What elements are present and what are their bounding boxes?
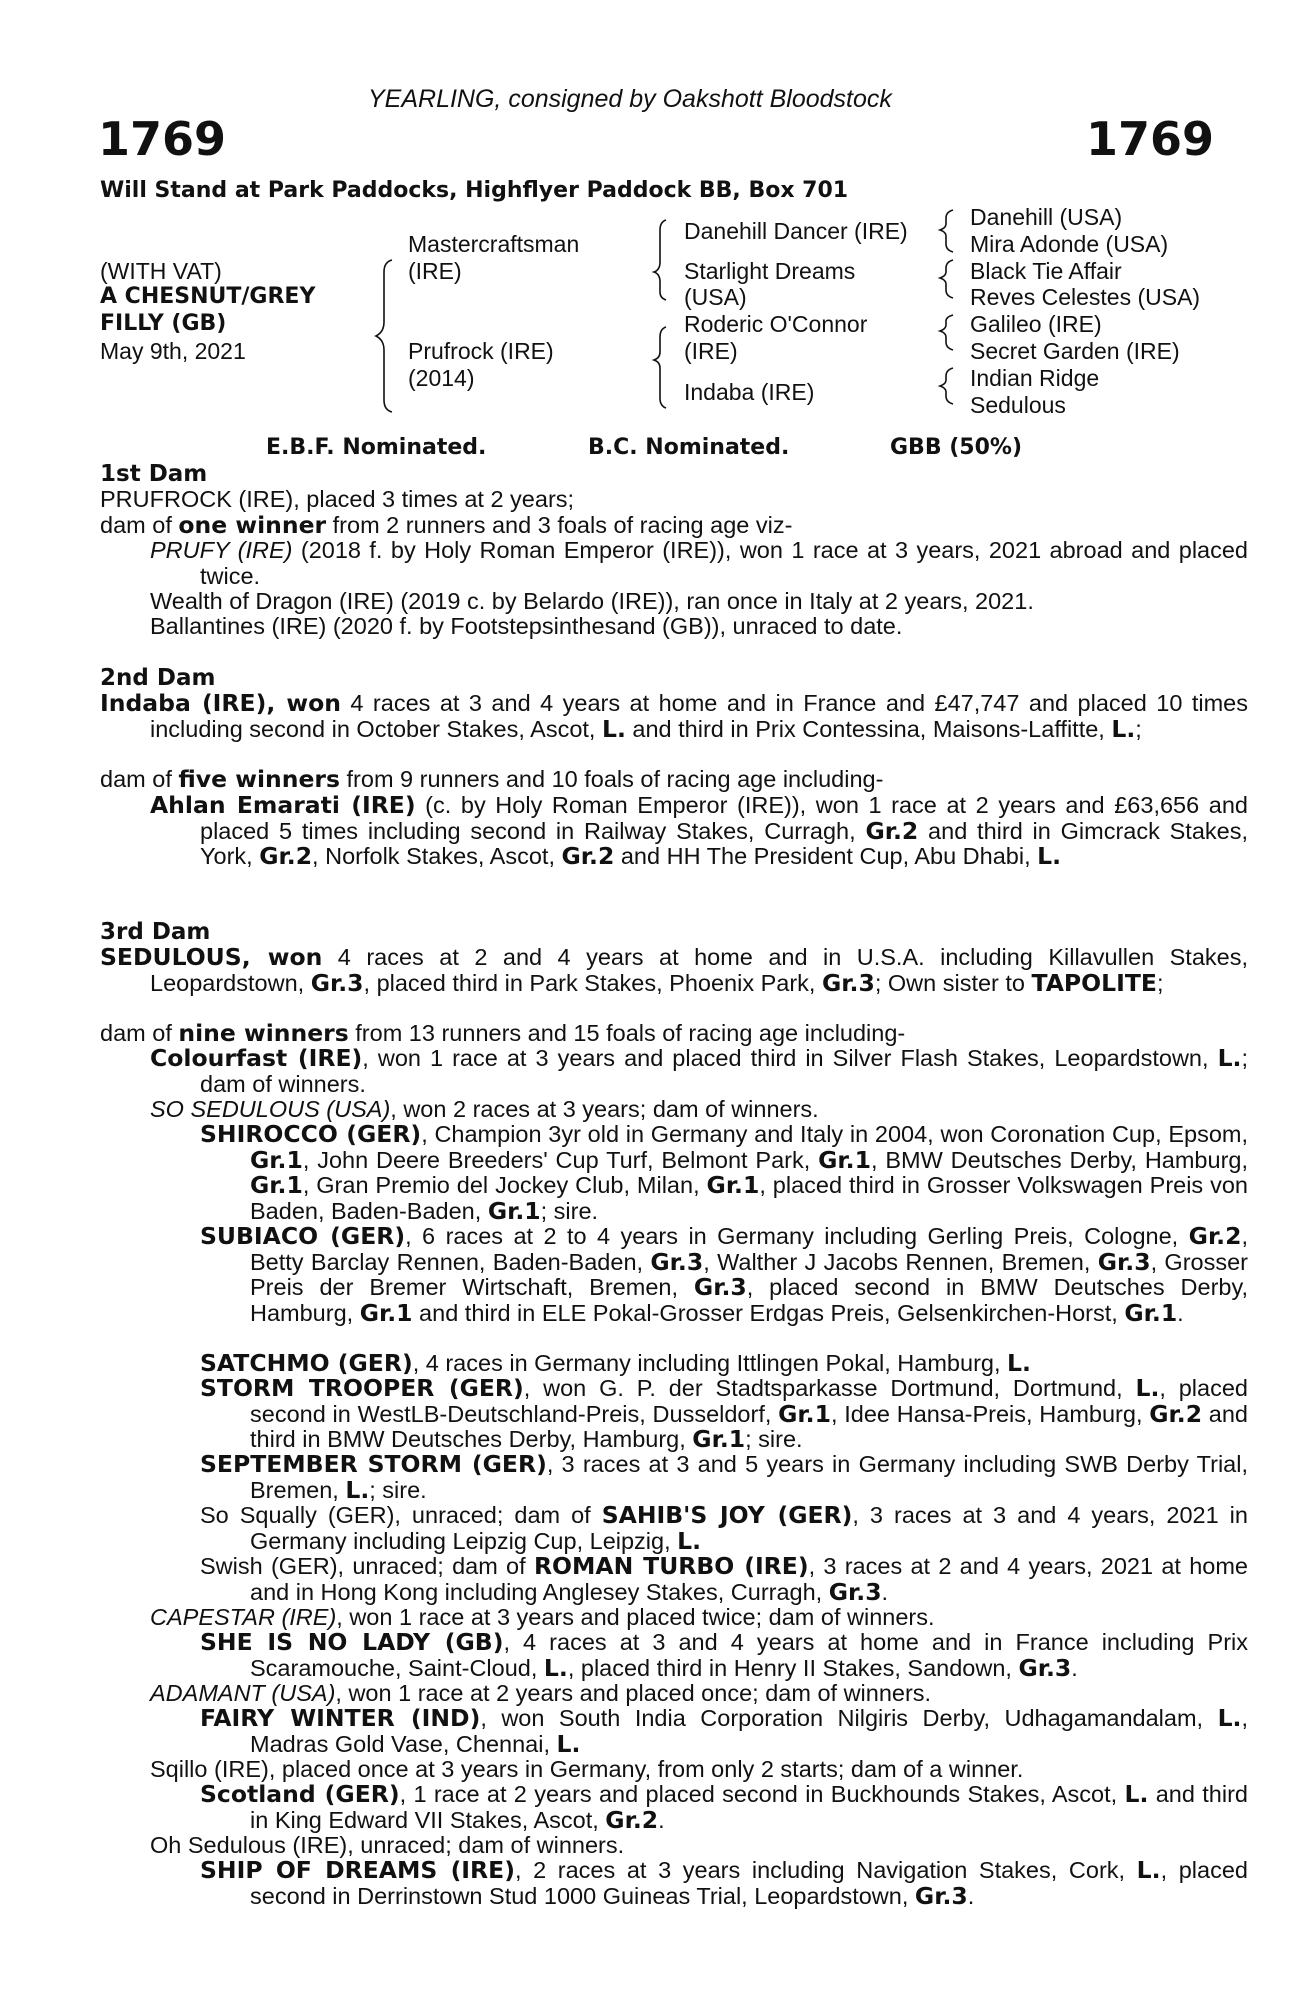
- produce-entry: SHIP OF DREAMS (IRE), 2 races at 3 years including Navigation Stakes, Cork, L., placed second in Derrinstown Stud 1000 Guineas Trial, Leopardstown, Gr.3.: [200, 1856, 1248, 1910]
- lot-number-left: 1769: [98, 112, 227, 166]
- gbb-bonus: GBB (50%): [890, 435, 1023, 460]
- produce-entry: SO SEDULOUS (USA), won 2 races at 3 years; dam of winners.: [150, 1096, 819, 1122]
- second-dam-race-record: Indaba (IRE), won 4 races at 3 and 4 years at home and in France and £47,747 and placed 10 times including second in October Stakes, Ascot, L. and third in Prix Contessina, Maisons-Laffitte, L.;: [100, 689, 1249, 743]
- produce-entry: ADAMANT (USA), won 1 race at 2 years and placed once; dam of winners.: [150, 1680, 932, 1706]
- ss-dam: Mira Adonde (USA): [970, 231, 1169, 257]
- dd-sire: Indian Ridge: [970, 365, 1100, 391]
- vat-note: (WITH VAT): [100, 258, 222, 284]
- sire-dam-origin: (USA): [684, 284, 747, 310]
- second-dam-heading: 2nd Dam: [100, 665, 216, 691]
- dd-dam: Sedulous: [970, 392, 1066, 418]
- produce-entry: SHIROCCO (GER), Champion 3yr old in Germany and Italy in 2004, won Coronation Cup, Epsom, Gr.1, John Deere Breeders' Cup Turf, Belmont Park, Gr.1, BMW Deutsches Derby, Hamburg, Gr.1, Gran Premio del Jockey Club, Milan, Gr.1, placed third in Grosser Volkswagen Preis von Baden, Baden-Baden, Gr.1; sire.: [200, 1120, 1248, 1225]
- dam-sire: Roderic O'Connor: [684, 311, 868, 337]
- bc-nomination: B.C. Nominated.: [588, 435, 790, 460]
- dam-name: Prufrock (IRE): [408, 338, 554, 364]
- ebf-nomination: E.B.F. Nominated.: [266, 435, 487, 460]
- sire-origin: (IRE): [408, 258, 462, 284]
- produce-entry: PRUFY (IRE) (2018 f. by Holy Roman Emperor (IRE)), won 1 race at 3 years, 2021 abroad and placed twice.: [150, 537, 1249, 589]
- sire-name: Mastercraftsman: [408, 231, 580, 257]
- produce-entry: Ahlan Emarati (IRE) (c. by Holy Roman Emperor (IRE)), won 1 race at 2 years and £63,656 and placed 5 times including second in Railway Stakes, Curragh, Gr.2 and third in Gimcrack Stakes, York, Gr.2, Norfolk Stakes, Ascot, Gr.2 and HH The President Cup, Abu Dhabi, L.: [150, 791, 1249, 870]
- first-dam-produce-summary: dam of one winner from 2 runners and 3 foals of racing age viz-: [100, 511, 793, 539]
- first-dam-heading: 1st Dam: [100, 461, 208, 487]
- dam-year: (2014): [408, 365, 475, 391]
- dam-sire-origin: (IRE): [684, 338, 738, 364]
- sd-sire: Black Tie Affair: [970, 258, 1122, 284]
- produce-entry: Wealth of Dragon (IRE) (2019 c. by Belardo (IRE)), ran once in Italy at 2 years, 2021.: [150, 588, 1034, 614]
- third-dam-race-record: SEDULOUS, won 4 races at 2 and 4 years at home and in U.S.A. including Killavullen Stakes, Leopardstown, Gr.3, placed third in Park Stakes, Phoenix Park, Gr.3; Own sister to TAPOLITE;: [100, 943, 1248, 997]
- produce-entry: SEPTEMBER STORM (GER), 3 races at 3 and 5 years in Germany including SWB Derby Trial, Bremen, L.; sire.: [200, 1450, 1248, 1504]
- produce-entry: Swish (GER), unraced; dam of ROMAN TURBO (IRE), 3 races at 2 and 4 years, 2021 at home and in Hong Kong including Anglesey Stakes, Curragh, Gr.3.: [200, 1552, 1248, 1606]
- produce-entry: Oh Sedulous (IRE), unraced; dam of winners.: [150, 1832, 625, 1858]
- produce-entry: FAIRY WINTER (IND), won South India Corporation Nilgiris Derby, Udhagamandalam, L., Madras Gold Vase, Chennai, L.: [200, 1704, 1248, 1758]
- ds-dam: Secret Garden (IRE): [970, 338, 1180, 364]
- third-dam-heading: 3rd Dam: [100, 919, 211, 945]
- second-dam-produce-summary: dam of five winners from 9 runners and 10 foals of racing age including-: [100, 765, 884, 793]
- foaling-date: May 9th, 2021: [100, 338, 246, 364]
- dam-dam: Indaba (IRE): [684, 379, 815, 405]
- third-dam-produce-summary: dam of nine winners from 13 runners and 15 foals of racing age including-: [100, 1019, 906, 1047]
- ss-sire: Danehill (USA): [970, 204, 1123, 230]
- produce-entry: CAPESTAR (IRE), won 1 race at 3 years and placed twice; dam of winners.: [150, 1604, 935, 1630]
- horse-description-line1: A CHESNUT/GREY: [100, 284, 316, 309]
- produce-entry: Colourfast (IRE), won 1 race at 3 years and placed third in Silver Flash Stakes, Leopardstown, L.; dam of winners.: [150, 1044, 1248, 1097]
- sd-dam: Reves Celestes (USA): [970, 284, 1201, 310]
- first-dam-race-record: PRUFROCK (IRE), placed 3 times at 2 years;: [100, 486, 575, 512]
- produce-entry: Scotland (GER), 1 race at 2 years and placed second in Buckhounds Stakes, Ascot, L. and third in King Edward VII Stakes, Ascot, Gr.2.: [200, 1780, 1248, 1834]
- sire-sire: Danehill Dancer (IRE): [684, 218, 908, 244]
- ds-sire: Galileo (IRE): [970, 311, 1102, 337]
- sale-subtitle: YEARLING, consigned by Oakshott Bloodstock: [368, 85, 892, 113]
- lot-number-right: 1769: [1086, 112, 1215, 166]
- produce-entry: SATCHMO (GER), 4 races in Germany including Ittlingen Pokal, Hamburg, L.: [200, 1349, 1031, 1377]
- produce-entry: SHE IS NO LADY (GB), 4 races at 3 and 4 years at home and in France including Prix Scaramouche, Saint-Cloud, L., placed third in Henry II Stakes, Sandown, Gr.3.: [200, 1628, 1249, 1682]
- sire-dam: Starlight Dreams: [684, 258, 856, 284]
- horse-description-line2: FILLY (GB): [100, 311, 227, 336]
- produce-entry: Sqillo (IRE), placed once at 3 years in Germany, from only 2 starts; dam of a winner.: [150, 1756, 1024, 1782]
- produce-entry: So Squally (GER), unraced; dam of SAHIB'S JOY (GER), 3 races at 3 and 4 years, 2021 in Germany including Leipzig Cup, Leipzig, L.: [200, 1501, 1248, 1555]
- produce-entry: STORM TROOPER (GER), won G. P. der Stadtsparkasse Dortmund, Dortmund, L., placed second in WestLB-Deutschland-Preis, Dusseldorf, Gr.1, Idee Hansa-Preis, Hamburg, Gr.2 and third in BMW Deutsches Derby, Hamburg, Gr.1; sire.: [200, 1374, 1249, 1453]
- produce-entry: SUBIACO (GER), 6 races at 2 to 4 years in Germany including Gerling Preis, Cologne, Gr.2, Betty Barclay Rennen, Baden-Baden, Gr.3, Walther J Jacobs Rennen, Bremen, Gr.3, Grosser Preis der Bremer Wirtschaft, Bremen, Gr.3, placed second in BMW Deutsches Derby, Hamburg, Gr.1 and third in ELE Pokal-Grosser Erdgas Preis, Gelsenkirchen-Horst, Gr.1.: [200, 1222, 1249, 1327]
- produce-entry: Ballantines (IRE) (2020 f. by Footstepsinthesand (GB)), unraced to date.: [150, 613, 903, 639]
- stand-location: Will Stand at Park Paddocks, Highflyer Paddock BB, Box 701: [100, 178, 849, 203]
